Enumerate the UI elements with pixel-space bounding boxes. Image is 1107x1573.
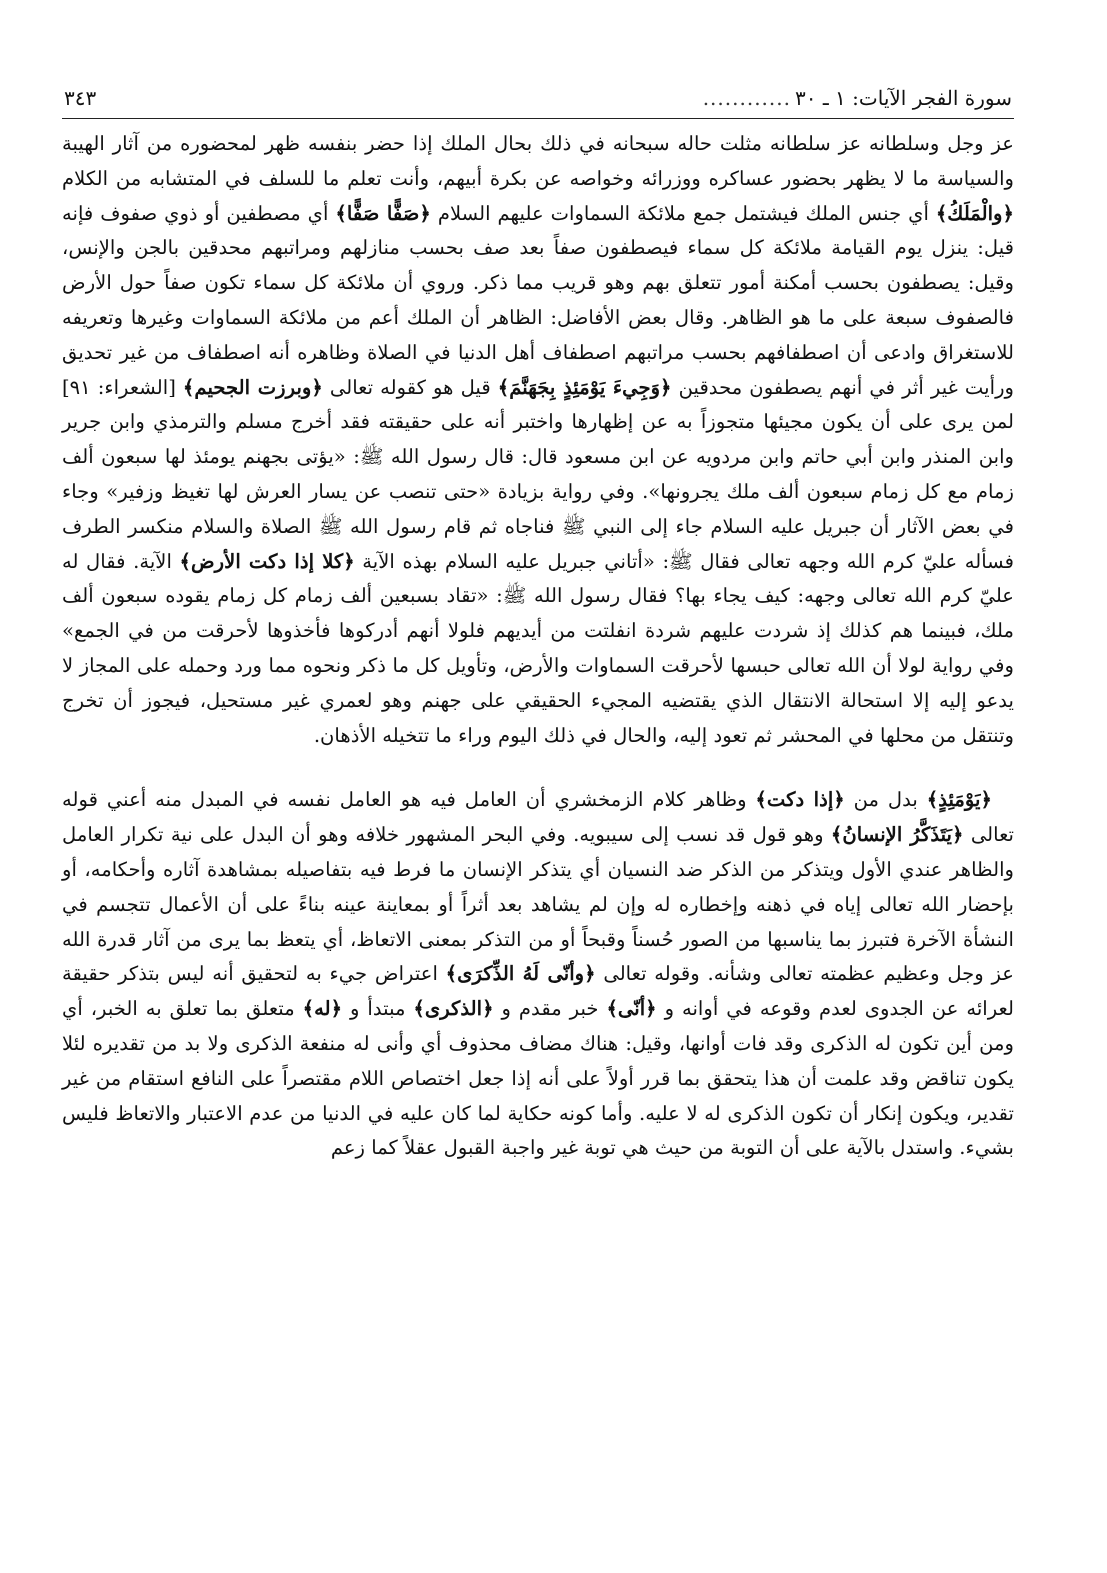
commentary-text: أي جنس الملك فيشتمل جمع ملائكة السماوات عليهم السلام	[430, 201, 936, 225]
commentary-text: [الشعراء: ٩١] لمن يرى على أن يكون مجيئها متجوزاً به عن إظهارها واختبر أنه على حقيقته فقد أخرج مسلم والترمذي وابن جرير وابن المنذر وابن أبي حاتم وابن مردويه عن ابن مسعود قال: قال رسول الله ﷺ: «يؤتى بجهنم يومئذ لها سبعون ألف زمام مع كل زمام سبعون ألف ملك يجرونها». وفي رواية بزيادة «حتى تنصب عن يسار العرش لها تغيظ وزفير» وجاء في بعض الآثار أن جبريل عليه السلام جاء إلى النبي ﷺ فناجاه ثم قام رسول الله ﷺ الصلاة والسلام منكسر الطرف فسأله عليّ كرم الله وجهه تعالى فقال ﷺ: «أتاني جبريل عليه السلام بهذه الآية	[62, 375, 1015, 573]
commentary-text: وهو قول قد نسب إلى سيبويه. وفي البحر المشهور خلافه وهو أن البدل على نية تكرار العامل والظاهر عندي الأول ويتذكر من الذكر ضد النسيان أي يتذكر الإنسان ما فرط فيه بتفاصيله بمشاهدة آثاره وأحكامه، أو بإحضار الله تعالى إياه في ذهنه وإخطاره له وإن لم يشاهد بعد أثراً أو بمعاينة عينه بناءً على أن الأعمال تتجسم في النشأة الآخرة فتبرز بما يناسبها من الصور حُسناً وقبحاً أو من التذكر بمعنى الاتعاظ، أي يتعظ بما يرى من آثار قدرة الله عز وجل وعظيم عظمته تعالى وشأنه. وقوله تعالى	[62, 823, 1014, 986]
commentary-text: بدل من	[844, 788, 927, 812]
quran-quote: ﴿كلا إذا دكت الأرض﴾	[179, 549, 355, 573]
commentary-paragraph	[62, 783, 1014, 1166]
surah-title: سورة الفجر الآيات: ١ ـ ٣٠	[794, 86, 1012, 110]
commentary-text: عز وجل وسلطانه عز سلطانه مثلت حاله سبحانه في ذلك بحال الملك إذا حضر بنفسه ظهر لمحضوره من آثار الهيبة والسياسة ما لا يظهر بحضور عساكره ووزرائه وخواصه عن بكرة أبيهم، وأنت تعلم ما للسلف في المتشابه من الكلام	[62, 132, 1014, 190]
quran-quote: ﴿أنّى﴾	[606, 997, 657, 1021]
quran-quote: ﴿يَوْمَئِذٍ﴾	[926, 788, 992, 812]
commentary-text: اعتراض جيء به لتحقيق أنه ليس بتذكر حقيقة لعرائه عن الجدوى لعدم وقوعه في أوانه و	[62, 962, 1014, 1021]
quran-quote: ﴿الذكرى﴾	[413, 997, 494, 1021]
commentary-text: خبر مقدم و	[493, 997, 607, 1021]
leader-dots: ............	[702, 86, 791, 110]
quran-quote: ﴿وبرزت الجحيم﴾	[182, 375, 323, 399]
commentary-text: أي مصطفين أو ذوي صفوف فإنه قيل: ينزل يوم القيامة ملائكة كل سماء فيصطفون صفاً بعد صف بحسب منازلهم ومراتبهم محدقين بالجن والإنس، وقيل: يصطفون بحسب أمكنة أمور تتعلق بهم وهو قريب مما ذكر. وروي أن ملائكة كل سماء تكون صفاً حول الأرض فالصفوف سبعة على ما هو الظاهر. وقال بعض الأفاضل: الظاهر أن الملك أعم من ملائكة السماوات وغيرها وتعريفه للاستغراق وادعى أن اصطفافهم بحسب مراتبهم اصطفاف أهل الدنيا في الصلاة وظاهره أنه اصطفاف من غير تحديق ورأيت غير أثر في أنهم يصطفون محدقين	[62, 201, 1014, 399]
quran-quote: ﴿وَجِيءَ يَوْمَئِذٍ بِجَهَنَّمَ﴾	[497, 375, 672, 399]
quran-quote: ﴿صَفًّا صَفًّا﴾	[335, 201, 431, 225]
quran-quote: ﴿يَتَذَكَّرُ الإنسانُ﴾	[830, 823, 964, 847]
commentary-paragraph	[62, 127, 1014, 753]
page-number: ٣٤٣	[64, 86, 97, 110]
quran-quote: ﴿والْمَلَكُ﴾	[935, 201, 1014, 225]
quran-quote: ﴿إذا دكت﴾	[755, 788, 845, 812]
commentary-text: وظاهر كلام الزمخشري أن العامل فيه هو العامل نفسه في المبدل منه أعني قوله تعالى	[62, 788, 1015, 847]
quran-quote: ﴿وأنّى لَهُ الذِّكرَى﴾	[445, 962, 596, 986]
commentary-text: قيل هو كقوله تعالى	[322, 375, 498, 399]
running-header	[62, 84, 1014, 119]
book-page	[62, 84, 1014, 1166]
commentary-text: متعلق بما تعلق به الخبر، أي ومن أين تكون له الذكرى وقد فات أوانها، وقيل: هناك مضاف محذوف أي وأنى له منفعة الذكرى ولا بد من تقديره لئلا يكون تناقض وقد علمت أن هذا يتحقق بما قرر أولاً على أنه إذا جعل اختصاص اللام مقتصراً على النافع استقام من غير تقدير، ويكون إنكار أن تكون الذكرى له لا عليه. وأما كونه حكاية لما كان عليه في الدنيا من عدم الاعتبار والاتعاظ فليس بشيء. واستدل بالآية على أن التوبة من حيث هي توبة غير واجبة القبول عقلاً كما زعم	[62, 997, 1014, 1160]
commentary-text: مبتدأ و	[342, 997, 414, 1021]
commentary-text: الآية. فقال له عليّ كرم الله تعالى وجهه: كيف يجاء بها؟ فقال رسول الله ﷺ: «تقاد بسبعين ألف زمام كل زمام يقوده سبعون ألف ملك، فبينما هم كذلك إذ شردت عليهم شردة انفلتت من أيديهم فلولا أنهم أدركوها فأخذوها لأحرقت من في الجمع» وفي رواية لولا أن الله تعالى حبسها لأحرقت السماوات والأرض، وتأويل كل ما ذكر ونحوه مما ورد وحمله على المجاز لا يدعو إليه إلا استحالة الانتقال الذي يقتضيه المجيء الحقيقي على جهنم وهو لعمري غير مستحيل، فيجوز أن تخرج وتنتقل من محلها في المحشر ثم تعود إليه، والحال في ذلك اليوم وراء ما تتخيله الأذهان.	[62, 549, 1014, 747]
quran-quote: ﴿له﴾	[302, 997, 343, 1021]
